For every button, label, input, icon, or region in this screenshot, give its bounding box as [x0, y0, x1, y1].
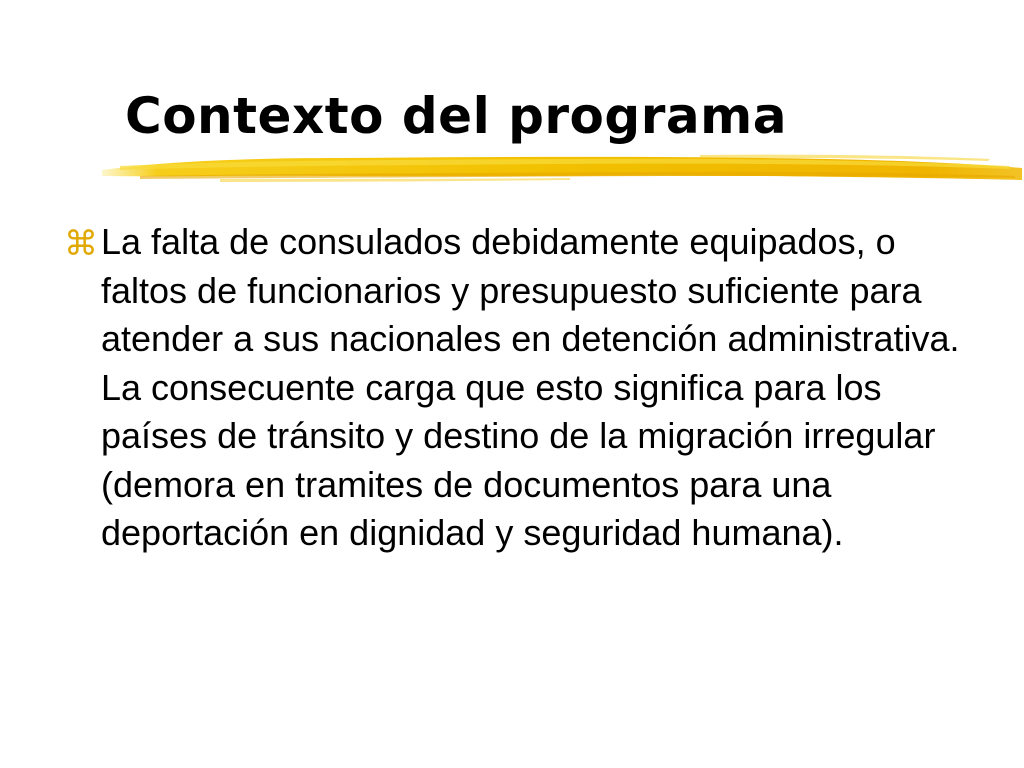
- slide-body: [64, 218, 964, 558]
- slide-title: Contexto del programa: [125, 87, 787, 145]
- bullet-text: La falta de consulados debidamente equipados, o faltos de funcionarios y presupuesto suficiente para atender a sus nacionales en detención administrativa. La consecuente carga que esto significa para los países de tránsito y destino de la migración irregular (demora en tramites de documentos para una deportación en dignidad y seguridad humana).: [101, 221, 960, 553]
- bullet-item: [64, 218, 964, 558]
- z-bullet-icon: ⌘: [64, 224, 98, 264]
- title-underline-brushstroke: [100, 146, 1024, 190]
